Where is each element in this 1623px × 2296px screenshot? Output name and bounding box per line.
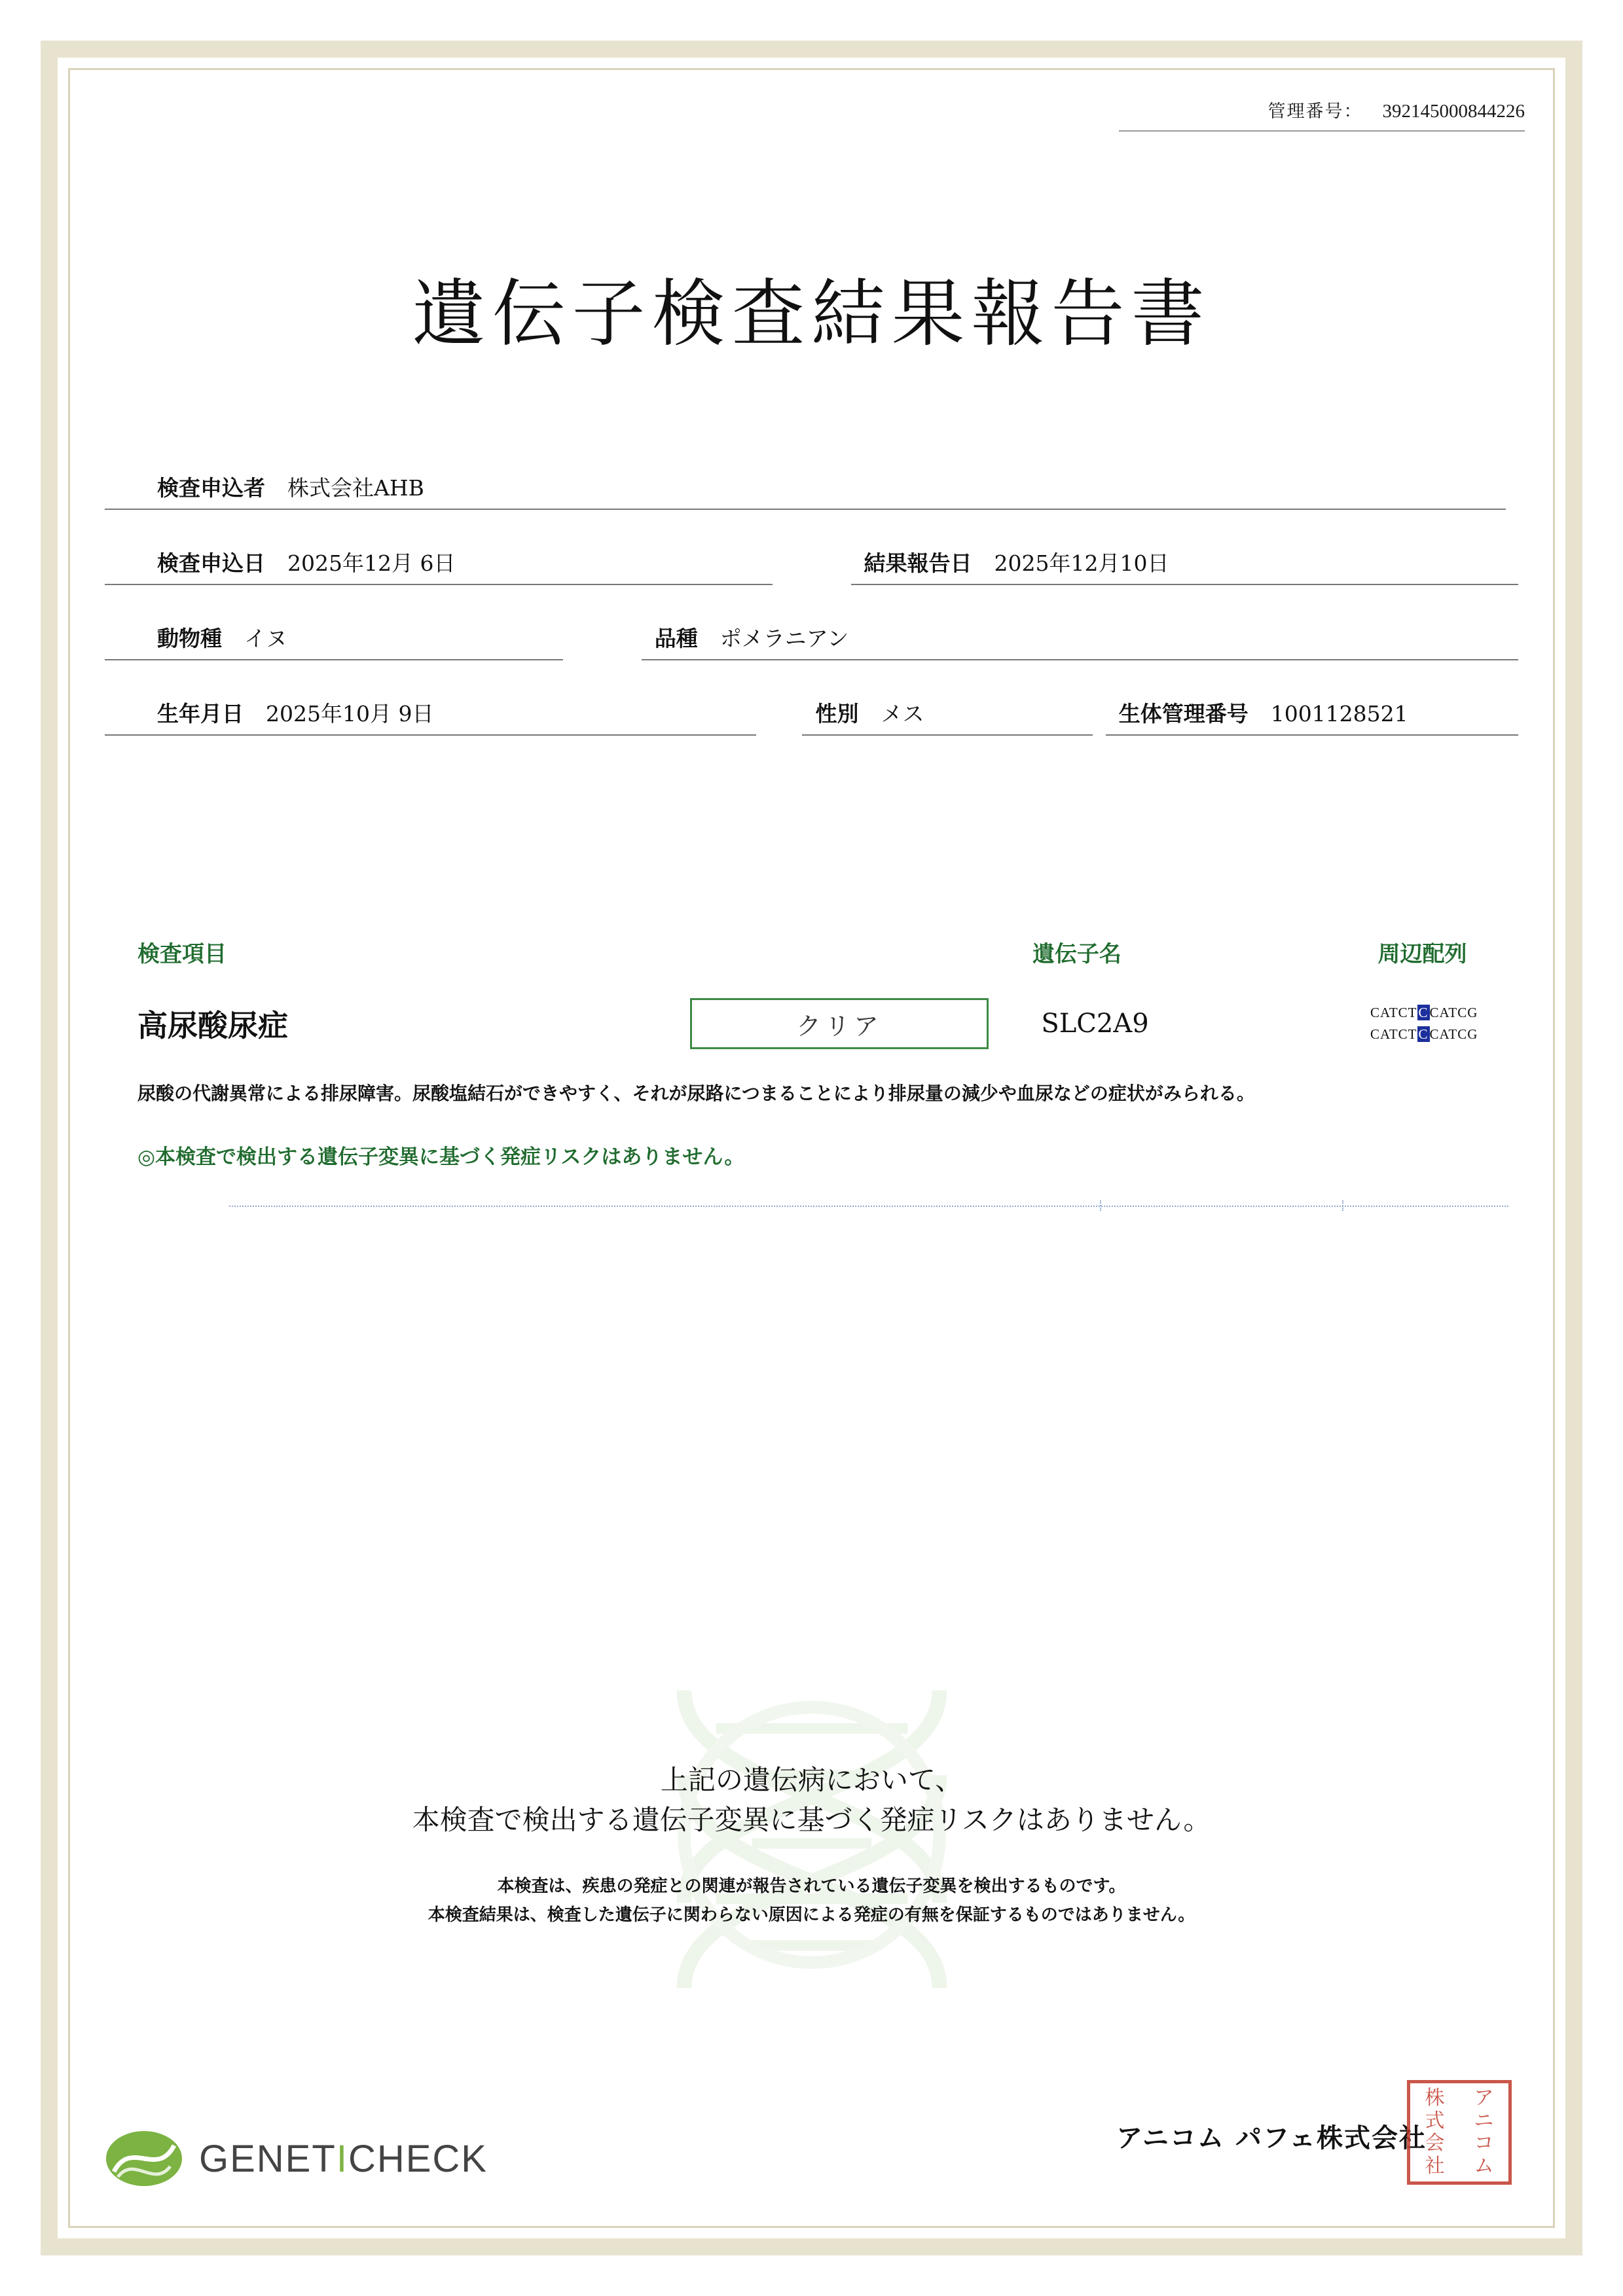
field-applicant [105, 471, 1506, 510]
applicant-label: 検査申込者 [157, 475, 265, 501]
animal-id-label: 生体管理番号 [1118, 701, 1249, 726]
status-badge: クリア [690, 998, 989, 1049]
summary-block [98, 1761, 1525, 1929]
divider-tick-1 [1100, 1200, 1103, 1211]
field-animal-id [1106, 697, 1518, 736]
apply-date-label: 検査申込日 [157, 550, 265, 576]
species-label: 動物種 [157, 626, 222, 651]
header-gene-name: 遺伝子名 [1032, 941, 1122, 967]
summary-line-2: 本検査で検出する遺伝子変異に基づく発症リスクはありません。 [412, 1803, 1211, 1836]
sequence-left-1: CATCT [1370, 1005, 1417, 1021]
section-divider [229, 1206, 1508, 1207]
sequence-line-2 [1330, 1024, 1518, 1045]
field-breed [642, 622, 1518, 660]
seal-char-6: コ [1474, 2132, 1494, 2155]
sequence-left-2: CATCT [1370, 1026, 1417, 1042]
sequence-line-1 [1330, 1002, 1518, 1024]
seal-char-3: 式 [1425, 2109, 1445, 2132]
birthdate-label: 生年月日 [157, 701, 244, 726]
species-value: イヌ [244, 626, 287, 651]
field-species [105, 622, 563, 660]
result-row [105, 998, 1518, 1049]
info-row-applicant [105, 471, 1518, 510]
brand-logo-text-part1: GENET [199, 2137, 337, 2180]
summary-line-1: 上記の遺伝病において、 [660, 1764, 963, 1796]
risk-statement: ◎本検査で検出する遺伝子変異に基づく発症リスクはありません。 [137, 1145, 745, 1169]
sex-label: 性別 [815, 701, 859, 726]
disease-description: 尿酸の代謝異常による排尿障害。尿酸塩結石ができやすく、それが尿路につまることにより排尿量の減少や血尿などの症状がみられる。 [137, 1083, 1255, 1104]
results-header [105, 936, 1518, 968]
sequence-right-1: CATCG [1429, 1005, 1478, 1021]
seal-char-8: ム [1474, 2154, 1494, 2178]
apply-date-value: 2025年12月 6日 [287, 550, 456, 576]
summary-note [98, 1872, 1525, 1929]
header-test-item: 検査項目 [137, 941, 227, 967]
breed-value: ポメラニアン [720, 626, 849, 651]
info-row-species [105, 622, 1518, 660]
seal-char-5: 会 [1425, 2132, 1445, 2155]
divider-tick-2 [1342, 1200, 1345, 1211]
sequence-block [1330, 1002, 1518, 1045]
seal-char-1: 株 [1425, 2087, 1445, 2109]
brand-logo-text-part3: CHECK [348, 2137, 488, 2180]
field-sex [802, 697, 1092, 736]
info-block [105, 471, 1518, 772]
sex-value: メス [881, 701, 924, 726]
control-number [1119, 97, 1525, 132]
animal-id-value: 1001128521 [1270, 701, 1408, 726]
sequence-highlight-2: C [1418, 1026, 1429, 1042]
seal-char-2: ア [1474, 2087, 1494, 2109]
brand-logo [105, 2126, 488, 2191]
info-row-dates [105, 547, 1518, 585]
field-apply-date [105, 547, 773, 585]
brand-logo-text-part2: I [336, 2137, 348, 2180]
gene-name-value: SLC2A9 [1041, 1009, 1149, 1039]
report-date-value: 2025年12月10日 [994, 550, 1169, 576]
page-title: 遺伝子検査結果報告書 [412, 272, 1211, 357]
summary-note-line-2: 本検査結果は、検査した遺伝子に関わらない原因による発症の有無を保証するものではありません。 [428, 1905, 1195, 1925]
control-number-value: 392145000844226 [1382, 101, 1525, 122]
leaf-logo-icon [105, 2126, 183, 2191]
info-row-birth [105, 697, 1518, 736]
field-birthdate [105, 697, 756, 736]
field-report-date [851, 547, 1518, 585]
page-content [98, 85, 1525, 2211]
company-seal [1407, 2080, 1512, 2185]
report-date-label: 結果報告日 [864, 550, 972, 576]
birthdate-value: 2025年10月 9日 [266, 701, 434, 726]
applicant-value: 株式会社AHB [287, 475, 424, 501]
company-name: アニコム パフェ株式会社 [1116, 2123, 1427, 2153]
sequence-highlight-1: C [1418, 1005, 1429, 1021]
breed-label: 品種 [654, 626, 698, 651]
seal-char-4: ニ [1474, 2109, 1494, 2132]
sequence-right-2: CATCG [1429, 1026, 1478, 1042]
control-number-label: 管理番号： [1267, 101, 1363, 121]
header-surrounding-sequence: 周辺配列 [1377, 941, 1467, 967]
summary-note-line-1: 本検査は、疾患の発症との関連が報告されている遺伝子変異を検出するものです。 [497, 1876, 1126, 1896]
disease-name: 高尿酸尿症 [137, 1008, 288, 1043]
seal-char-7: 社 [1425, 2154, 1445, 2178]
brand-logo-text [199, 2137, 488, 2181]
